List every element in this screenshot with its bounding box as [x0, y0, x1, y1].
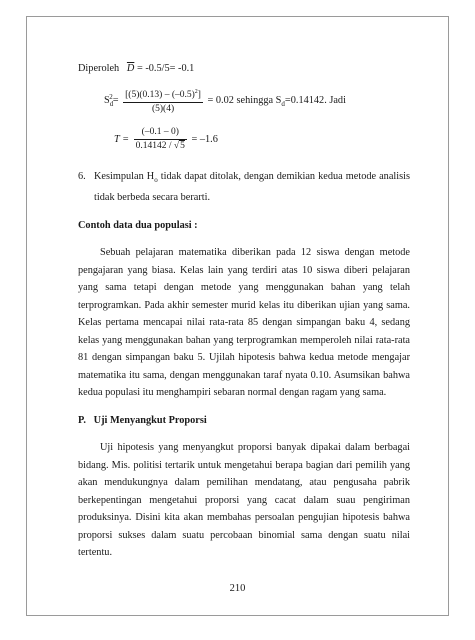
page-content: [78, 60, 410, 562]
t-numerator: (–0.1 – 0): [134, 126, 187, 140]
sd-formula: [78, 86, 410, 116]
paragraph-contoh: Sebuah pelajaran matematika diberikan pada 12 siswa dengan metode pengajaran yang biasa. Kelas lain yang terdiri atas 10 siswa diberi pelajaran yang sama tetapi dengan metode yang menggunakan bahan yang telah terprogramkan. Pada akhir semester murid kelas itu diberikan ujian yang sama. Kelas pertama mencapai nilai rata-rata 85 dengan simpangan baku 4, sedang kelas yang menggunakan bahan yang terprogramkan memperoleh nilai rata-rata 81 dengan simpangan baku 5. Ujilah hipotesis bahwa kedua metode mengajar matematika itu sama, dengan menggunakan taraf nyata 0.10. Asumsikan bahwa kedua populasi itu menghampiri sebaran normal dengan ragam yang sama.: [78, 247, 410, 399]
list-body: Kesimpulan $H_o$ tidak dapat ditolak, dengan demikian kedua metode analisis tidak berbeda secara berarti.: [94, 170, 410, 204]
sd-lhs: $S_d^2=$: [104, 92, 119, 108]
diperoleh-line: [78, 60, 410, 78]
t-rhs: = –1.6: [191, 133, 218, 145]
d-bar-symbol: $\overline{D}$: [126, 63, 135, 74]
list-item-6: [78, 168, 410, 207]
heading-contoh: Contoh data dua populasi :: [78, 219, 198, 231]
list-number: 6.: [78, 170, 86, 182]
paragraph-proporsi: Uji hipotesis yang menyangkut proporsi banyak dipakai dalam berbagai bidang. Mis. politisi tertarik untuk mengetahui berapa bagian dari pemilih yang akan mendukungnya dalam pemilihan mendatang, atau pengusaha pabrik berkepentingan mengetahui proporsi yang cacat dalam suau pengiriman produksinya. Disini kita akan membahas persoalan pengujian hipotesis bahwa proporsi sukses dalam suatu percobaan binomial sama dengan suatu nilai tertentu.: [78, 442, 410, 559]
sd-rhs: = 0.02 sehingga $S_d=0.14142$. Jadi: [207, 94, 346, 108]
sd-denominator: (5)(4): [151, 103, 175, 114]
sd-numerator: $[(5)(0.13) - (-0.5)^2]$: [123, 86, 203, 103]
t-denominator: 0.14142 / √5: [135, 140, 185, 151]
page-number: 210: [229, 583, 246, 594]
diperoleh-label: Diperoleh: [78, 63, 120, 74]
heading-uji-proporsi: P. Uji Menyangkut Proporsi: [78, 414, 207, 426]
diperoleh-expression: = -0.5/5= -0.1: [136, 63, 195, 74]
t-formula: [78, 126, 410, 158]
sd-fraction: [123, 86, 203, 116]
t-lhs: T =: [114, 133, 130, 145]
t-fraction: [134, 126, 187, 153]
